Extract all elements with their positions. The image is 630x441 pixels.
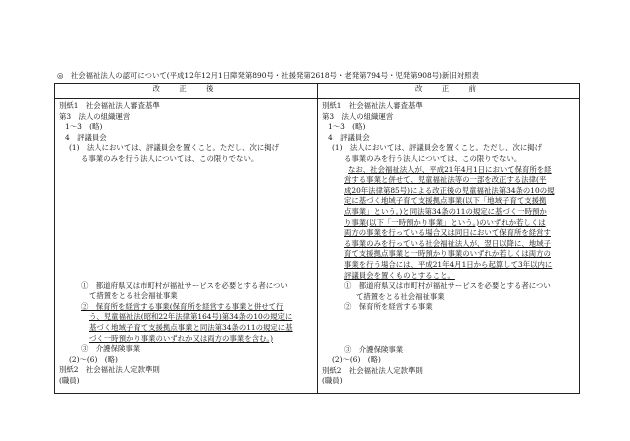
before-note-line-11: 評議員会を置くものとすること。 (344, 270, 455, 280)
before-blank-area (322, 313, 576, 345)
before-circle-3: ③ 介護保険事業 (344, 344, 404, 354)
before-bekki-2: 別紙2 社会福祉法人定款準則 (322, 365, 423, 375)
before-circle-1-line-2: て措置をとる社会福祉事業 (356, 291, 445, 301)
before-note-line-6: り事業(以下「一時預かり事業」という。)のいずれか若しくは (344, 217, 546, 227)
after-circle-1-line-2: て措置をとる社会福祉事業 (89, 291, 178, 301)
after-item-4: 4 評議員会 (65, 132, 107, 142)
after-item-1-line-1: (1) 法人においては、評議員会を置くこと。ただし、次に掲げ (69, 143, 280, 153)
before-note-line-2: 営する事業と併せて、児童福祉法等の一部を改正する法律(平 (344, 175, 547, 185)
before-note-line-7: 両方の事業を行っている場合又は同日において保育所を経営す (344, 228, 551, 238)
after-section-3: 第3 法人の組織運営 (59, 111, 131, 121)
after-blank-area (59, 165, 314, 281)
before-staff: (職員) (322, 376, 343, 386)
after-circle-2-line-3: 基づく地域子育て支援拠点事業と同法第34条の11の規定に基 (89, 322, 293, 332)
before-items-2-6: (2)～(6) (略) (332, 355, 381, 365)
before-column (318, 99, 580, 394)
after-circle-3: ③ 介護保険事業 (81, 344, 141, 354)
before-circle-2: ② 保育所を経営する事業 (344, 302, 433, 312)
before-note-line-3: 成20年法律第85号)による改正後の児童福祉法第34条の10の規 (344, 185, 555, 195)
before-item-1-line-1: (1) 法人においては、評議員会を置くこと。ただし、次に掲げ (332, 143, 543, 153)
before-note-line-4: 定に基づく地域子育て支援拠点事業(以下「地域子育て支援拠 (344, 196, 547, 206)
comparison-table (54, 83, 580, 394)
before-section-3: 第3 法人の組織運営 (322, 111, 394, 121)
after-title: 別紙1 社会福祉法人審査基準 (59, 101, 160, 110)
before-item-1-line-2: る事業のみを行う法人については、この限りでない。 (344, 153, 522, 163)
before-note-line-8: る事業のみを行っている社会福祉法人が、翌日以降に、地域子 (344, 238, 551, 248)
before-circle-1-line-1: ① 都道府県又は市町村が福祉サービスを必要とする者につい (344, 281, 551, 291)
before-note-line-1: なお、社会福祉法人が、平成21年4月1日において保育所を経 (348, 164, 552, 174)
after-column (55, 99, 318, 394)
before-item-4: 4 評議員会 (328, 132, 370, 142)
after-item-1-line-2: る事業のみを行う法人については、この限りでない。 (81, 153, 259, 163)
header-after: 改 正 後 (55, 84, 318, 99)
before-note-line-9: 育て支援拠点事業と一時預かり事業のいずれか若しくは両方の (344, 249, 551, 259)
after-circle-1-line-1: ① 都道府県又は市町村が福祉サービスを必要とする者につい (81, 280, 288, 290)
after-items-2-6: (2)～(6) (略) (69, 354, 118, 364)
document-caption: ◎ 社会福祉法人の認可について(平成12年12月1日障発第890号・社援発第2618号・老発第794号・児発第908号)新旧対照表 (57, 71, 479, 80)
after-circle-2-line-2: う、児童福祉法(昭和22年法律第164号)第34条の10の規定に (89, 312, 293, 322)
before-items-1-3: 1～3 (略) (328, 122, 366, 132)
after-circle-2-line-1: ② 保育所を経営する事業(保育所を経営する事業と併せて行 (81, 301, 284, 311)
after-circle-2-line-4: づく一時預かり事業のいずれか又は両方の事業を含む。) (89, 333, 273, 343)
before-title: 別紙1 社会福祉法人審査基準 (322, 101, 423, 110)
after-bekki-2: 別紙2 社会福祉法人定款準則 (59, 365, 160, 375)
after-items-1-3: 1～3 (略) (65, 122, 103, 132)
before-note-line-10: 事業を行う場合には、平成21年4月1日から起算して3年以内に (344, 259, 553, 269)
after-staff: (職員) (59, 375, 80, 385)
header-before: 改 正 前 (318, 84, 580, 99)
before-note-line-5: 点事業」という。)と同法第34条の11の規定に基づく一時預か (344, 206, 547, 216)
